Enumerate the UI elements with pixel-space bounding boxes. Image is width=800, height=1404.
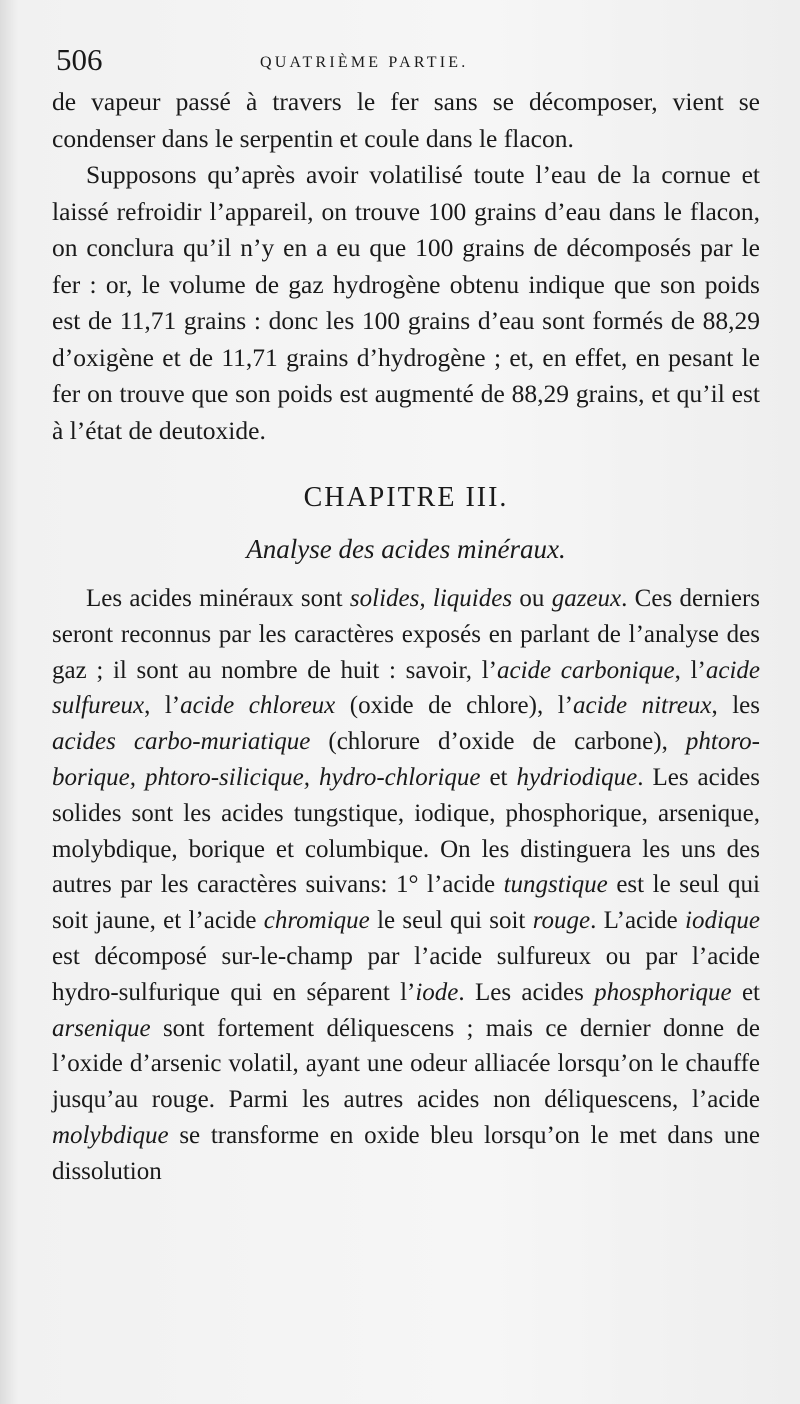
italic-term: hydriodique <box>516 763 638 791</box>
running-head: QUATRIÈME PARTIE. <box>260 54 469 71</box>
text-run: . Les acides solides sont les acides tungstique, iodique, phosphorique, arsenique, molybdique, borique et columbique. On les distinguera les uns des autres par les caractères suivans: 1° l’acide <box>52 763 760 899</box>
italic-term: acide carbonique <box>496 656 675 684</box>
paragraph-supposons: Supposons qu’après avoir volatilisé toute l’eau de la cornue et laissé refroidir l’appareil, on trouve 100 grains d’eau dans le flacon, on conclura qu’il n’y en a eu que 100 grains de décomposés par le fer : or, le volume de gaz hydrogène obtenu indique que son poids est de 11,71 grains : donc les 100 grains d’eau sont formés de 88,29 d’oxigène et de 11,71 grains d’hydrogène ; et, en effet, en pesant le fer on trouve que son poids est augmenté de 88,29 grains, et qu’il est à l’état de deutoxide. <box>52 160 760 445</box>
italic-term: acides carbo-muriatique <box>52 728 311 756</box>
text-run: est décomposé sur-le-champ par l’acide sulfureux ou par l’acide hydro-sulfurique qui en séparent l’ <box>52 942 760 1006</box>
italic-term: rouge <box>532 907 591 935</box>
text-run: est le seul qui soit jaune, et l’acide <box>52 871 760 935</box>
italic-term: iodique <box>685 907 760 935</box>
italic-term: tungstique <box>503 871 608 899</box>
italic-term: acide sulfureux <box>52 656 760 720</box>
text-run: et <box>480 763 517 791</box>
italic-term: acide nitreux <box>572 692 712 720</box>
text-run: Les acides minéraux sont <box>86 585 350 612</box>
text-run: . L’acide <box>590 907 685 935</box>
page-number: 506 <box>56 42 103 77</box>
italic-term: acide chloreux <box>180 692 336 720</box>
text-run: (oxide de chlore), l’ <box>335 692 573 720</box>
text-run: sont fortement déliquescens ; mais ce dernier donne de l’oxide d’arsenic volatil, ayant une odeur alliacée lorsqu’on le chauffe jusqu’au rouge. Parmi les autres acides non déliquescens, l’acide <box>52 1014 760 1114</box>
text-run: , les <box>711 692 760 720</box>
italic-term: phtoro-borique, phtoro-silicique, hydro-chlorique <box>52 728 760 791</box>
page-header <box>52 40 752 84</box>
italic-term: chromique <box>263 907 370 935</box>
text-run: , l’ <box>674 656 706 684</box>
text-run: . Les acides <box>458 978 595 1006</box>
italic-term: solides, liquides <box>349 585 513 612</box>
paragraph-acides <box>52 581 760 1190</box>
text-run: , l’ <box>144 692 181 720</box>
text-run: (chlorure d’oxide de carbone), <box>310 728 686 756</box>
text-run: le seul qui soit <box>369 907 533 935</box>
italic-term: phosphorique <box>594 978 732 1006</box>
page-body <box>52 84 760 1190</box>
italic-term: molybdique <box>52 1121 169 1149</box>
italic-term: iode <box>415 978 459 1006</box>
italic-term: gazeux <box>551 585 622 612</box>
section-title: Analyse des acides minéraux. <box>246 534 566 564</box>
text-run: . Ces derniers seront reconnus par les caractères exposés en parlant de l’analyse des gaz ; il sont au nombre de huit : savoir, l’ <box>52 585 760 684</box>
text-run: se transforme en oxide bleu lorsqu’on le met dans une dissolution <box>52 1121 760 1185</box>
text-run: ou <box>512 585 552 612</box>
chapter-title: CHAPITRE III. <box>303 482 509 513</box>
paragraph-continuation: de vapeur passé à travers le fer sans se décomposer, vient se condenser dans le serpentin et coule dans le flacon. <box>52 87 760 153</box>
text-run: et <box>731 978 761 1006</box>
italic-term: arsenique <box>52 1014 151 1042</box>
